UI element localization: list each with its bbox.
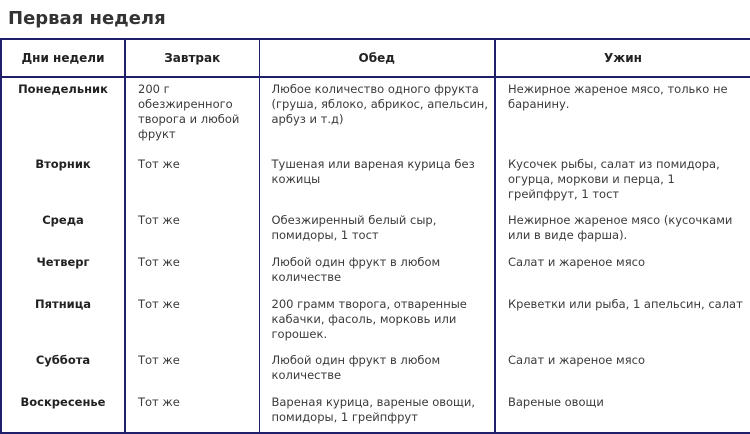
dinner-cell: Нежирное жареное мясо (кусочками или в виде фарша). — [495, 209, 750, 251]
header-dinner: Ужин — [495, 39, 750, 77]
day-cell: Воскресенье — [1, 391, 125, 433]
day-cell: Понедельник — [1, 77, 125, 153]
header-breakfast: Завтрак — [125, 39, 259, 77]
dinner-cell: Кусочек рыбы, салат из помидора, огурца, моркови и перца, 1 грейпфрут, 1 тост — [495, 153, 750, 209]
table-row — [1, 349, 750, 391]
table-row — [1, 153, 750, 209]
header-lunch: Обед — [259, 39, 495, 77]
lunch-cell: 200 грамм творога, отваренные кабачки, фасоль, морковь или горошек. — [259, 293, 495, 349]
lunch-cell: Обезжиренный белый сыр, помидоры, 1 тост — [259, 209, 495, 251]
lunch-cell: Вареная курица, вареные овощи, помидоры, 1 грейпфрут — [259, 391, 495, 433]
dinner-cell: Вареные овощи — [495, 391, 750, 433]
table-row — [1, 391, 750, 433]
lunch-cell: Любой один фрукт в любом количестве — [259, 251, 495, 293]
day-cell: Четверг — [1, 251, 125, 293]
dinner-cell: Креветки или рыба, 1 апельсин, салат — [495, 293, 750, 349]
lunch-cell: Любое количество одного фрукта (груша, яблоко, абрикос, апельсин, арбуз и т.д) — [259, 77, 495, 153]
table-row — [1, 209, 750, 251]
day-cell: Вторник — [1, 153, 125, 209]
table-row — [1, 77, 750, 153]
breakfast-cell: Тот же — [125, 251, 259, 293]
day-cell: Среда — [1, 209, 125, 251]
dinner-cell: Салат и жареное мясо — [495, 349, 750, 391]
dinner-cell: Салат и жареное мясо — [495, 251, 750, 293]
lunch-cell: Тушеная или вареная курица без кожицы — [259, 153, 495, 209]
meal-plan-table — [0, 38, 750, 434]
header-days: Дни недели — [1, 39, 125, 77]
table-row — [1, 293, 750, 349]
dinner-cell: Нежирное жареное мясо, только не баранину. — [495, 77, 750, 153]
lunch-cell: Любой один фрукт в любом количестве — [259, 349, 495, 391]
day-cell: Суббота — [1, 349, 125, 391]
breakfast-cell: Тот же — [125, 349, 259, 391]
breakfast-cell: 200 г обезжиренного творога и любой фрукт — [125, 77, 259, 153]
day-cell: Пятница — [1, 293, 125, 349]
breakfast-cell: Тот же — [125, 153, 259, 209]
breakfast-cell: Тот же — [125, 391, 259, 433]
breakfast-cell: Тот же — [125, 209, 259, 251]
table-header-row — [1, 39, 750, 77]
meal-plan-table-wrap — [0, 38, 750, 430]
breakfast-cell: Тот же — [125, 293, 259, 349]
table-row — [1, 251, 750, 293]
page-title: Первая неделя — [8, 8, 166, 29]
